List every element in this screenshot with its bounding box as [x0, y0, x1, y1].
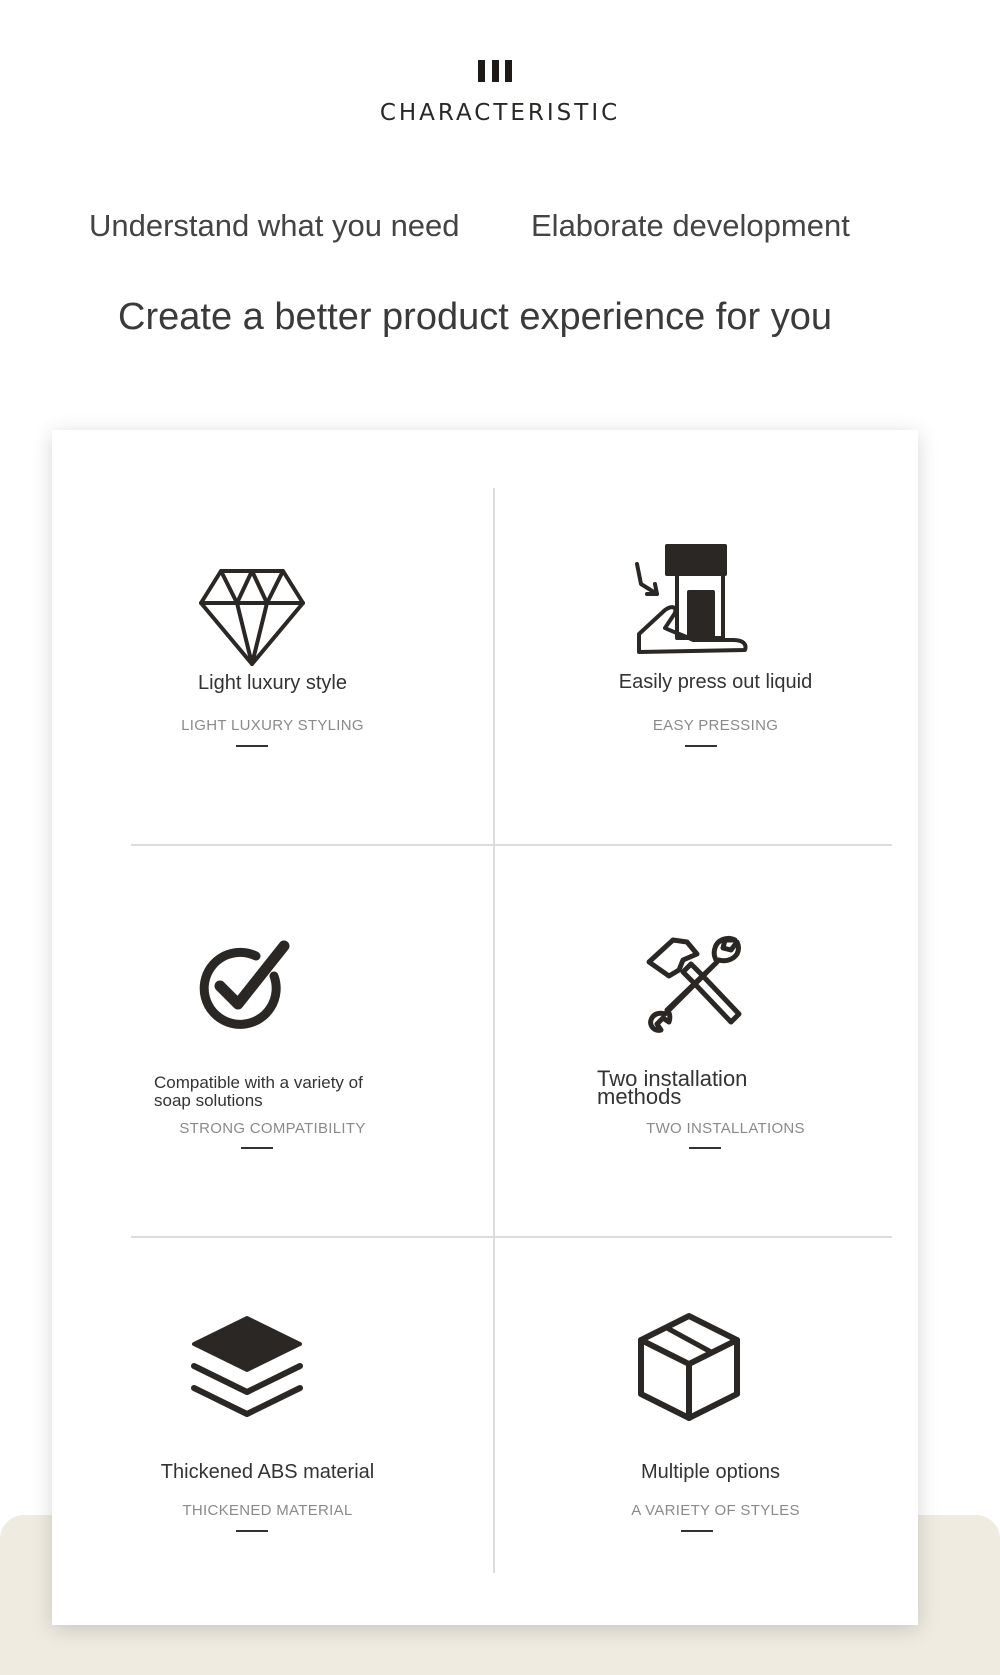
feature-title: Two installation methods — [597, 1066, 748, 1109]
tagline-right: Elaborate development — [531, 208, 850, 243]
feature-title: Multiple options — [641, 1461, 780, 1483]
feature-styles — [495, 1238, 936, 1630]
feature-dash — [681, 1530, 713, 1532]
feature-subtitle: STRONG COMPATIBILITY — [179, 1120, 366, 1137]
feature-dash — [689, 1147, 721, 1149]
feature-material — [52, 1238, 493, 1630]
feature-title: Light luxury style — [198, 672, 347, 694]
diamond-icon — [199, 568, 305, 668]
feature-dash — [236, 1530, 268, 1532]
feature-subtitle: TWO INSTALLATIONS — [646, 1120, 805, 1137]
feature-easy-pressing — [495, 460, 936, 852]
cube-icon — [637, 1312, 741, 1422]
feature-title: Easily press out liquid — [618, 671, 813, 693]
feature-dash — [236, 745, 268, 747]
header-mark — [478, 60, 512, 82]
three-bars-icon — [478, 60, 485, 82]
feature-subtitle: A VARIETY OF STYLES — [631, 1502, 800, 1519]
feature-compatibility — [52, 846, 493, 1238]
feature-subtitle: LIGHT LUXURY STYLING — [181, 717, 364, 734]
feature-dash — [685, 745, 717, 747]
tagline-left: Understand what you need — [89, 208, 460, 243]
hammer-wrench-icon — [643, 932, 747, 1036]
section-title: CHARACTERISTIC — [379, 100, 621, 126]
check-circle-icon — [196, 936, 296, 1036]
features-card — [52, 430, 918, 1625]
feature-title: Compatible with a variety of soap solutions — [154, 1073, 363, 1110]
headline: Create a better product experience for you — [118, 296, 832, 338]
feature-dash — [241, 1147, 273, 1149]
feature-light-luxury — [52, 460, 493, 852]
layers-icon — [190, 1314, 304, 1418]
hand-press-dispenser-icon — [633, 544, 751, 656]
feature-title: Thickened ABS material — [160, 1461, 375, 1483]
feature-installations — [495, 846, 936, 1238]
feature-subtitle: THICKENED MATERIAL — [182, 1502, 353, 1519]
feature-subtitle: EASY PRESSING — [652, 717, 779, 734]
